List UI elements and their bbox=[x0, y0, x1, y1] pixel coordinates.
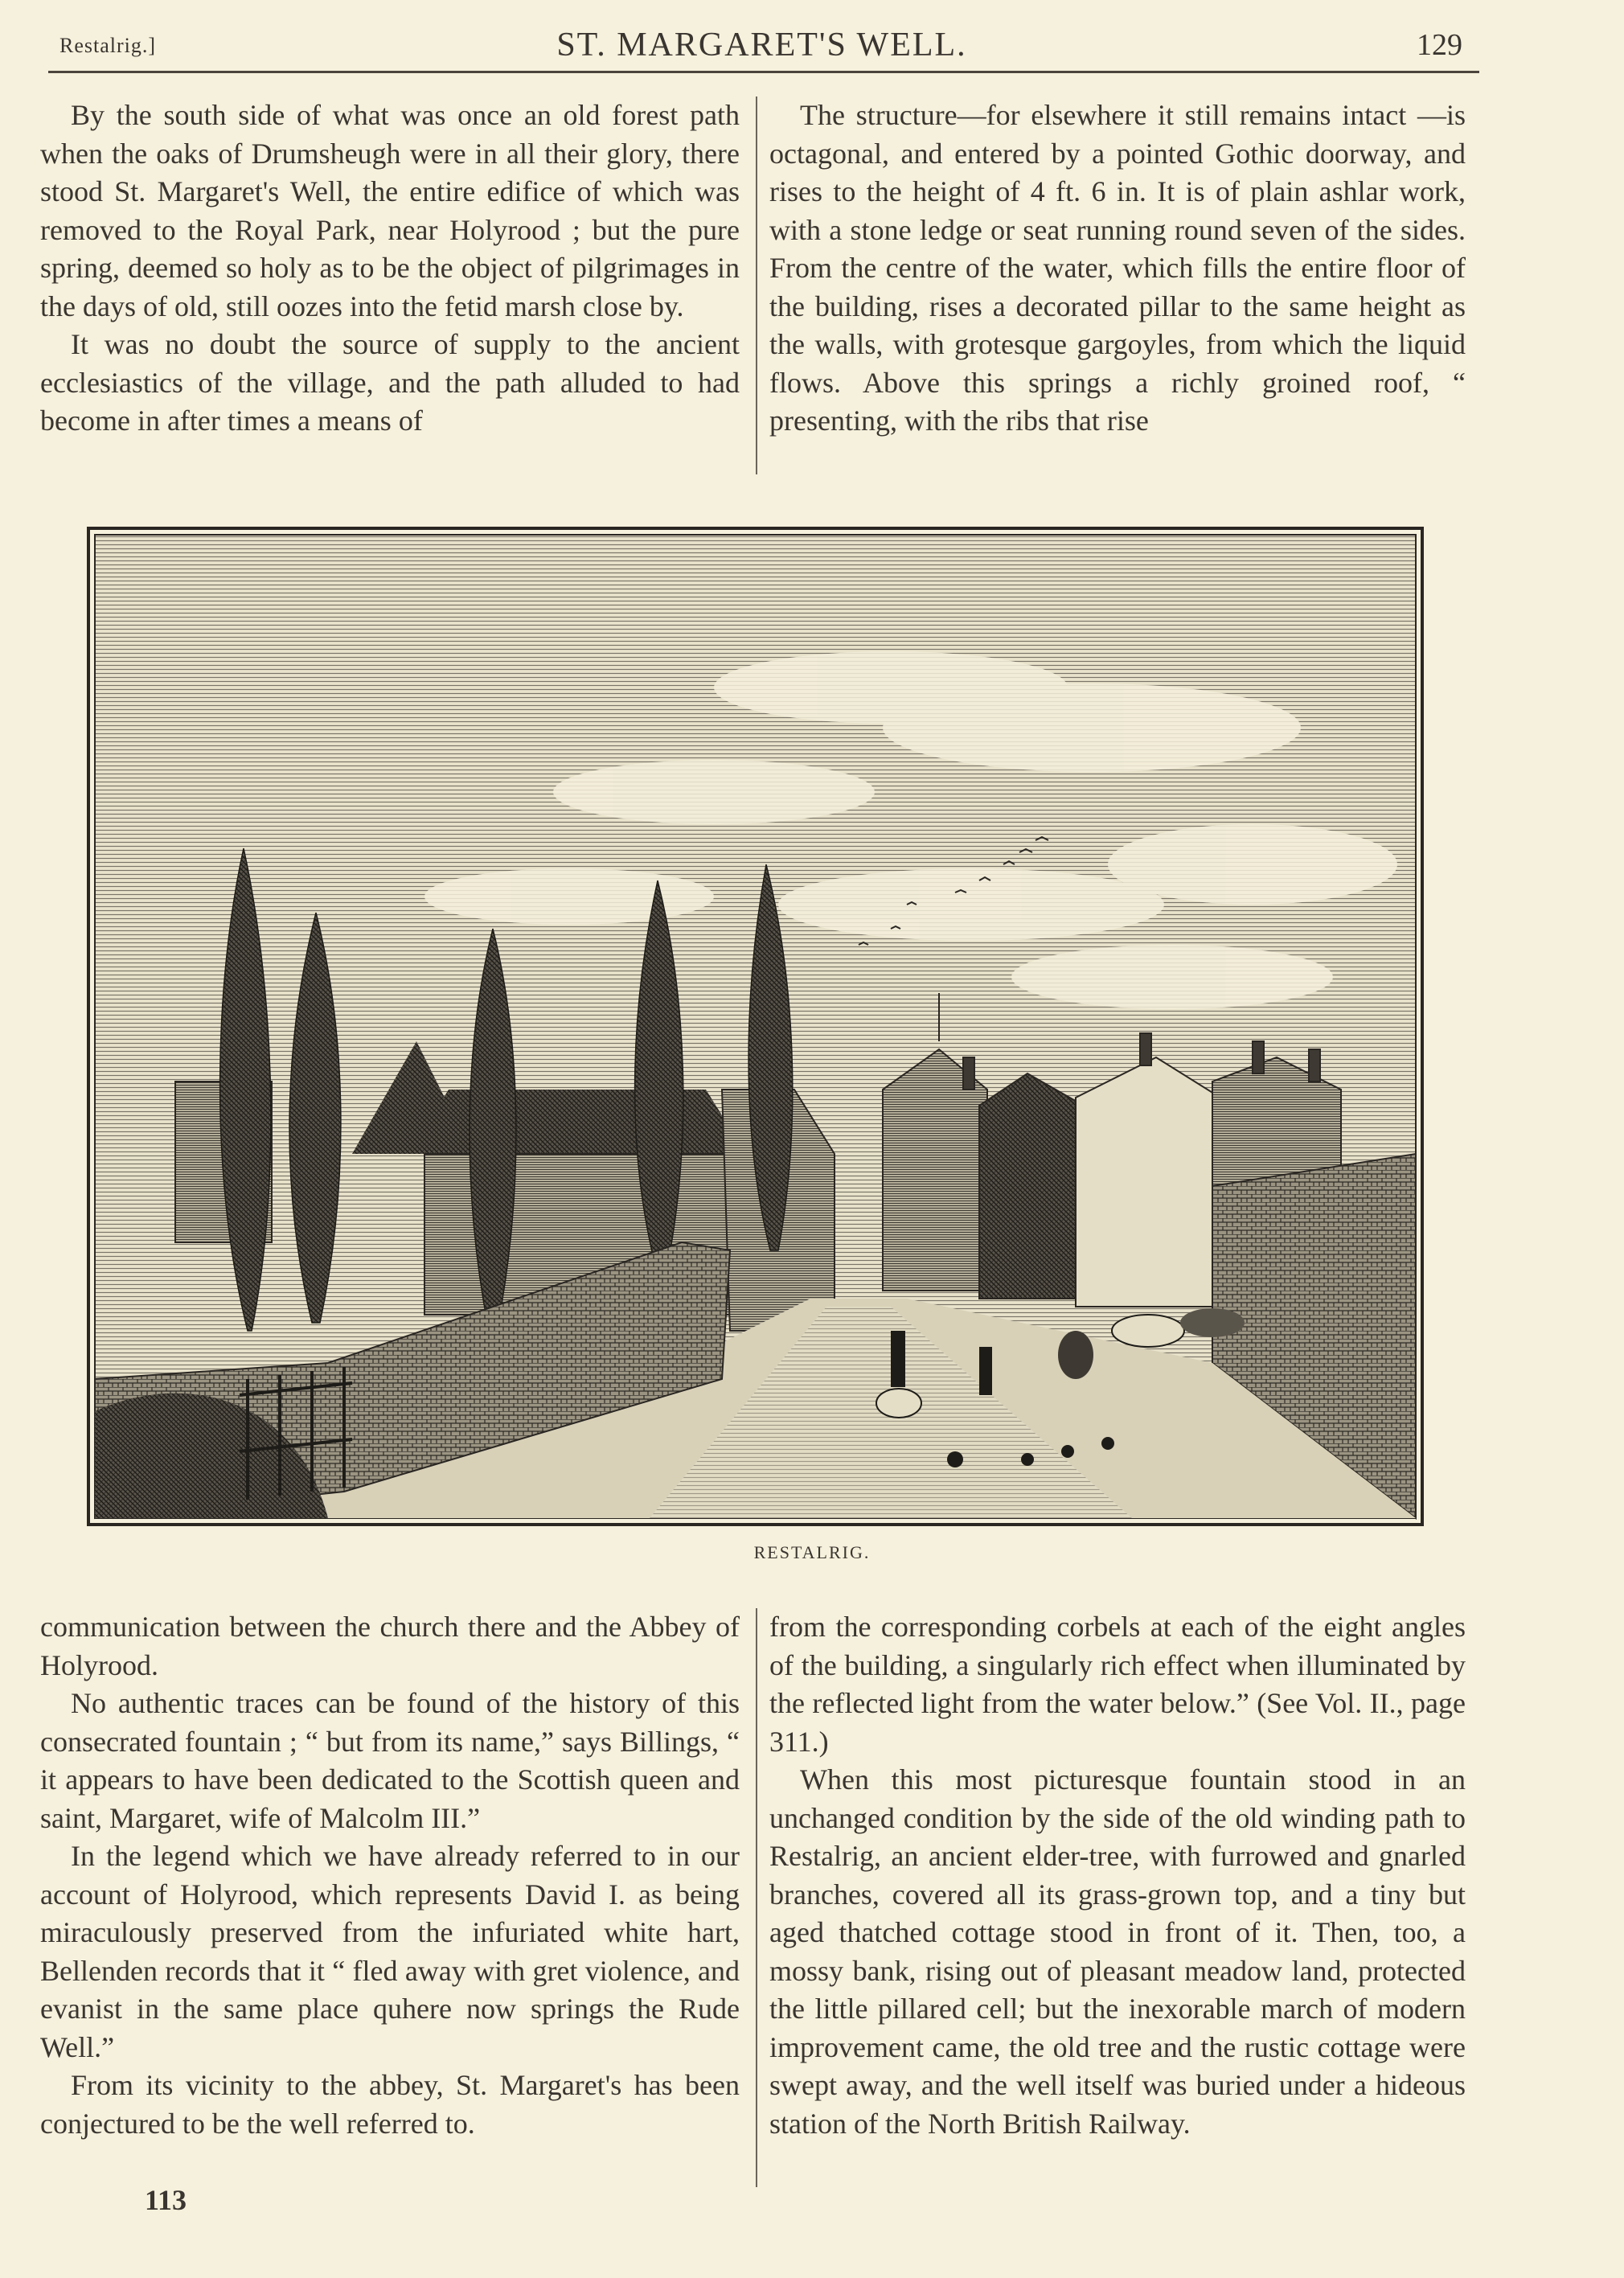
running-header bbox=[56, 24, 1467, 72]
paragraph: When this most picturesque fountain stood in an unchanged condition by the side of the old winding path to Restalrig, an ancient elder-tree, with furrowed and gnarled branches, covered all its grass-grown top, and a tiny but aged thatched cottage stood in front of it. Then, too, a mossy bank, rising out of pleasant meadow land, protected the little pillared cell; but the inexorable march of modern improvement came, the old tree and the rustic cottage were swept away, and the well itself was buried under a hideous station of the North British Railway. bbox=[769, 1763, 1466, 2140]
illustration-caption: RESTALRIG. bbox=[753, 1542, 871, 1562]
paragraph: It was no doubt the source of supply to the ancient ecclesiastics of the village, and the path alluded to had become in after times a means of bbox=[40, 328, 740, 437]
top-left-column bbox=[40, 96, 740, 441]
column-divider bbox=[756, 1608, 757, 2187]
paragraph: The structure—for elsewhere it still remains intact —is octagonal, and entered by a pointed Gothic doorway, and rises to the height of 4 ft. 6 in. It is of plain ashlar work, with a stone ledge or seat running round seven of the sides. From the centre of the water, which fills the entire floor of the building, rises a decorated pillar to the same height as the walls, with grotesque gargoyles, from which the liquid flows. Above this springs a richly groined roof, “ presenting, with the ribs that rise bbox=[769, 99, 1466, 437]
page-number: 129 bbox=[1417, 28, 1462, 62]
paragraph: No authentic traces can be found of the history of this consecrated fountain ; “ but from its name,” says Billings, “ it appears to have been dedicated to the Scottish queen and saint, Margaret, wife of Malcolm III.” bbox=[40, 1687, 740, 1834]
top-right-column bbox=[769, 96, 1466, 441]
page-title: ST. MARGARET'S WELL. bbox=[556, 27, 967, 64]
paragraph: from the corresponding corbels at each of the eight angles of the building, a singularly rich effect when illuminated by the reflected light from the water below.” (See Vol. II., page 311.) bbox=[769, 1611, 1466, 1758]
paragraph: By the south side of what was once an old forest path when the oaks of Drumsheugh were in all their glory, there stood St. Margaret's Well, the entire edifice of which was removed to the Royal Park, near Holyrood ; but the pure spring, deemed so holy as to be the object of pilgrimages in the days of old, still oozes into the fetid marsh close by. bbox=[40, 99, 740, 322]
paragraph: In the legend which we have already referred to in our account of Holyrood, which represents David I. as being miraculously preserved from the infuriated white hart, Bellenden records that it “ fled away with gret violence, and evanist in the same place quhere now springs the Rude Well.” bbox=[40, 1840, 740, 2063]
bottom-left-column bbox=[40, 1608, 740, 2143]
column-divider bbox=[756, 96, 757, 474]
restalrig-engraving bbox=[87, 527, 1424, 1526]
bottom-right-column bbox=[769, 1608, 1466, 2143]
paragraph: From its vicinity to the abbey, St. Margaret's has been conjectured to be the well referred to. bbox=[40, 2069, 740, 2140]
signature-mark: 113 bbox=[145, 2184, 187, 2216]
header-rule bbox=[48, 71, 1479, 73]
running-head-section: Restalrig.] bbox=[59, 34, 157, 57]
paragraph: communication between the church there and the Abbey of Holyrood. bbox=[40, 1611, 740, 1681]
